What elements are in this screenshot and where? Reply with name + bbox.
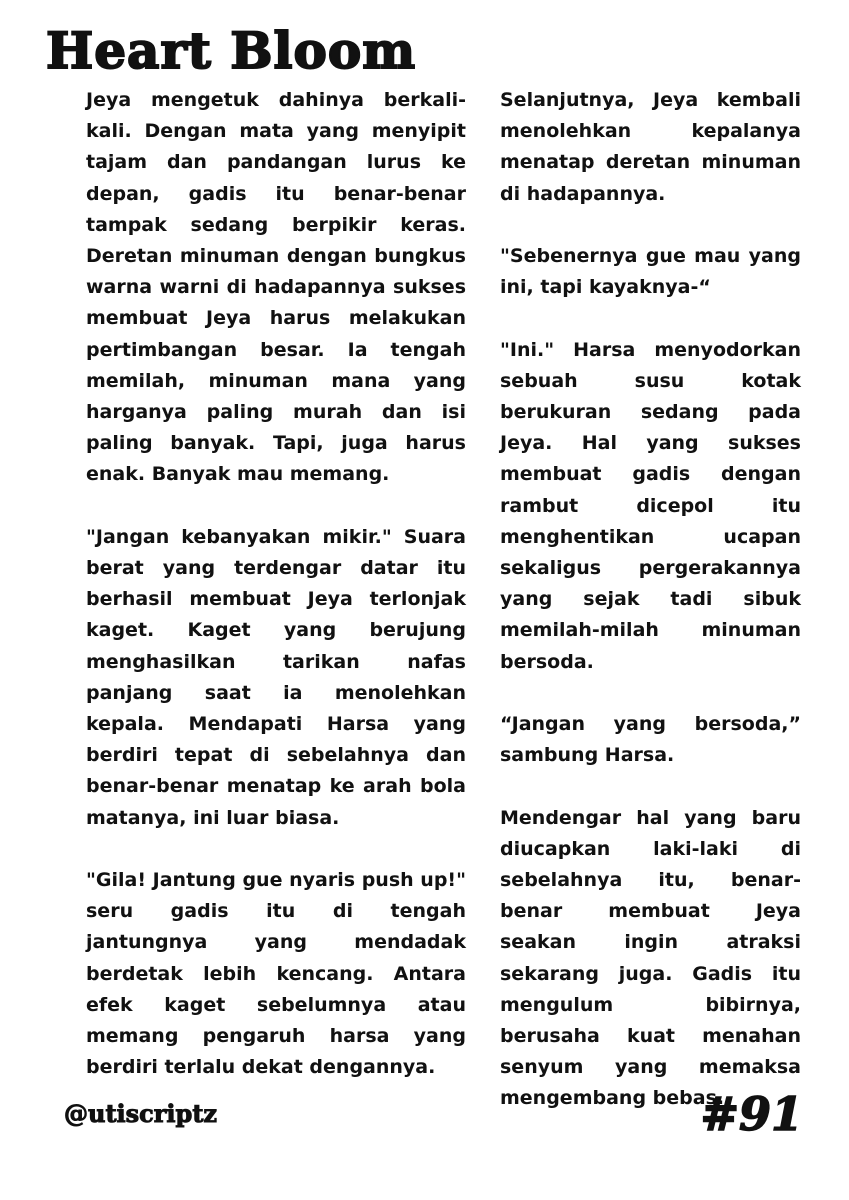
author-handle: @utiscriptz [64, 1099, 218, 1128]
page-number: #91 [700, 1087, 803, 1141]
paragraph: "Gila! Jantung gue nyaris push up!" seru gadis itu di tengah jantungnya yang mendadak berdetak lebih kencang. Antara efek kaget sebelumnya atau memang pengaruh harsa yang berdiri terlalu dekat dengannya. [86, 869, 466, 1079]
paragraph: “Jangan yang bersoda,” sambung Harsa. [500, 713, 801, 767]
paragraph: "Jangan kebanyakan mikir." Suara berat yang terdengar datar itu berhasil membuat Jeya terlonjak kaget. Kaget yang berujung menghasilkan tarikan nafas panjang saat ia menolehkan kepala. Mendapati Harsa yang berdiri tepat di sebelahnya dan benar-benar menatap ke arah bola matanya, ini luar biasa. [86, 525, 466, 829]
paragraph: Jeya mengetuk dahinya berkali-kali. Dengan mata yang menyipit tajam dan pandangan lurus ke depan, gadis itu benar-benar tampak sedang berpikir keras. Deretan minuman dengan bungkus warna warni di hadapannya sukses membuat Jeya harus melakukan pertimbangan besar. Ia tengah memilah, minuman mana yang harganya paling murah dan isi paling banyak. Tapi, juga harus enak. Banyak mau memang. [86, 89, 466, 486]
paragraph: "Ini." Harsa menyodorkan sebuah susu kotak berukuran sedang pada Jeya. Hal yang sukses membuat gadis dengan rambut dicepol itu menghentikan ucapan sekaligus pergerakannya yang sejak tadi sibuk memilah-milah minuman bersoda. [500, 338, 801, 673]
page-title: Heart Bloom [46, 21, 417, 80]
paragraph: Selanjutnya, Jeya kembali menolehkan kepalanya menatap deretan minuman di hadapannya. [500, 89, 801, 205]
text-column-left [86, 85, 466, 1083]
text-column-right [500, 85, 801, 1115]
paragraph: "Sebenernya gue mau yang ini, tapi kayaknya-“ [500, 245, 801, 299]
paragraph: Mendengar hal yang baru diucapkan laki-laki di sebelahnya itu, benar-benar membuat Jeya seakan ingin atraksi sekarang juga. Gadis itu mengulum bibirnya, berusaha kuat menahan senyum yang memaksa mengembang bebas. [500, 806, 801, 1110]
